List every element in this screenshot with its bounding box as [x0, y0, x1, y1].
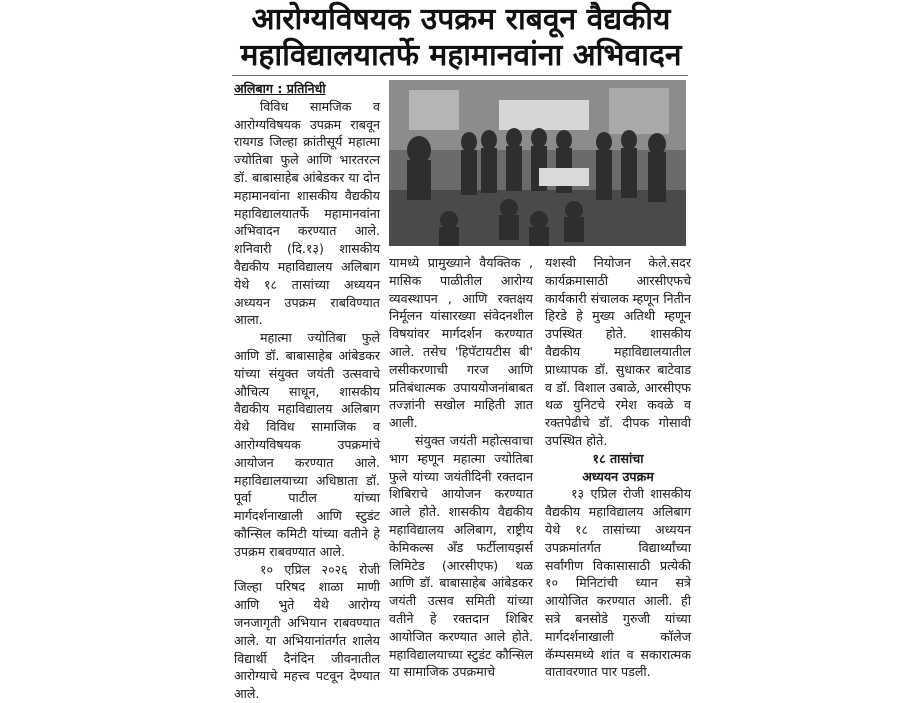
paragraph: १० एप्रिल २०२६ रोजी जिल्हा परिषद शाळा माणी आणि भुते येथे आरोग्य जनजागृती अभियान राबवण्यात आले. या अभियानांतर्गत शालेय विद्यार्थी दैनंदिन जीवनातील आरोग्याचे महत्त्व पटवून देण्यात आले.	[234, 561, 380, 702]
dateline: अलिबाग : प्रतिनिधी	[234, 81, 326, 96]
headline-line-1: आरोग्यविषयक उपक्रम राबवून वैद्यकीय	[251, 2, 671, 37]
paragraph: यामध्ये प्रामुख्याने वैयक्तिक , मासिक पाळीतील आरोग्य व्यवस्थापन , आणि रक्तक्षय निर्मूलन यांसारख्या संवेदनशील विषयांवर मार्गदर्शन करण्यात आले. तसेच 'हिपॅटायटीस बी' लसीकरणाची गरज आणि प्रतिबंधात्मक उपाययोजनांबाबत तज्ज्ञांनी सखोल माहिती ज्ञात आली.	[389, 255, 533, 431]
article-column-3	[545, 254, 691, 681]
paragraph: यशस्वी नियोजन केले.सदर कार्यक्रमासाठी आरसीएफचे कार्यकारी संचालक म्हणून नितीन हिरडे हे मुख्य अतिथी म्हणून उपस्थित होते. शासकीय वैद्यकीय महाविद्यालयातील प्राध्यापक डॉ. सुधाकर बाटेवाड व डॉ. विशाल उबाळे, आरसीएफ थळ युनिटचे रमेश कवळे व रक्तपेढीचे डॉ. दीपक गोसावी उपस्थित होते.	[545, 255, 691, 448]
paragraph: १३ एप्रिल रोजी शासकीय वैद्यकीय महाविद्यालय अलिबाग येथे १८ तासांच्या अध्ययन उपक्रमांतर्गत विद्यार्थ्यांच्या सर्वांगीण विकासासाठी प्रत्येकी १० मिनिटांची ध्यान सत्रे आयोजित करण्यात आली. ही सत्रे बनसोडे गुरुजी यांच्या मार्गदर्शनाखाली कॉलेज कॅम्पसमध्ये शांत व सकारात्मक वातावरणात पार पडली.	[545, 486, 691, 680]
event-photo	[389, 80, 686, 246]
subheading-line-1: १८ तासांचा	[592, 450, 644, 466]
headline-rule	[232, 75, 688, 76]
headline-line-2: महाविद्यालयातर्फे महामानवांना अभिवादन	[240, 38, 682, 73]
paragraph: विविध सामजिक व आरोग्यविषयक उपक्रम राबवून रायगड जिल्हा क्रांतीसूर्य महात्मा ज्योतिबा फुले आणि भारतरत्न डॉ. बाबासाहेब आंबेडकर या दोन महामानवांना शासकीय वैद्यकीय महाविद्यालयातर्फे महामानवांना अभिवादन करण्यात आले. शनिवारी (दि.१३) शासकीय वैद्यकीय महाविद्यालय अलिबाग येथे १८ तासांच्या अध्ययन अध्ययन उपक्रम राबविण्यात आला.	[234, 98, 380, 328]
paragraph: संयुक्त जयंती महोत्सवाचा भाग म्हणून महात्मा ज्योतिबा फुले यांच्या जयंतीदिनी रक्तदान शिबिराचे आयोजन करण्यात आले होते. शासकीय वैद्यकीय महाविद्यालय अलिबाग, राष्ट्रीय केमिकल्स अँड फर्टीलायझर्स लिमिटेड (आरसीएफ) थळ आणि डॉ. बाबासाहेब आंबेडकर जयंती उत्सव समिती यांच्या वतीने हे रक्तदान शिबिर आयोजित करण्यात आले होते. महाविद्यालयाच्या स्टुडंट कौन्सिल या सामाजिक उपक्रमाचे	[389, 432, 533, 680]
subheading-line-2: अध्ययन उपक्रम	[582, 468, 654, 484]
article-column-1	[234, 80, 380, 703]
event-photo-image	[389, 80, 686, 246]
paragraph: महात्मा ज्योतिबा फुले आणि डॉ. बाबासाहेब आंबेडकर यांच्या संयुक्त जयंती उत्सवाचे औचित्य साधून, शासकीय वैद्यकीय महाविद्यालय अलिबाग येथे विविध सामाजिक व आरोग्यविषयक उपक्रमांचे आयोजन करण्यात आले. महाविद्यालयाच्या अधिष्ठाता डॉ. पूर्वा पाटील यांच्या मार्गदर्शनाखाली आणि स्टुडंट कौन्सिल कमिटी यांच्या वतीने हे उपक्रम राबवण्यात आले.	[234, 330, 380, 559]
article-column-2	[389, 254, 533, 681]
